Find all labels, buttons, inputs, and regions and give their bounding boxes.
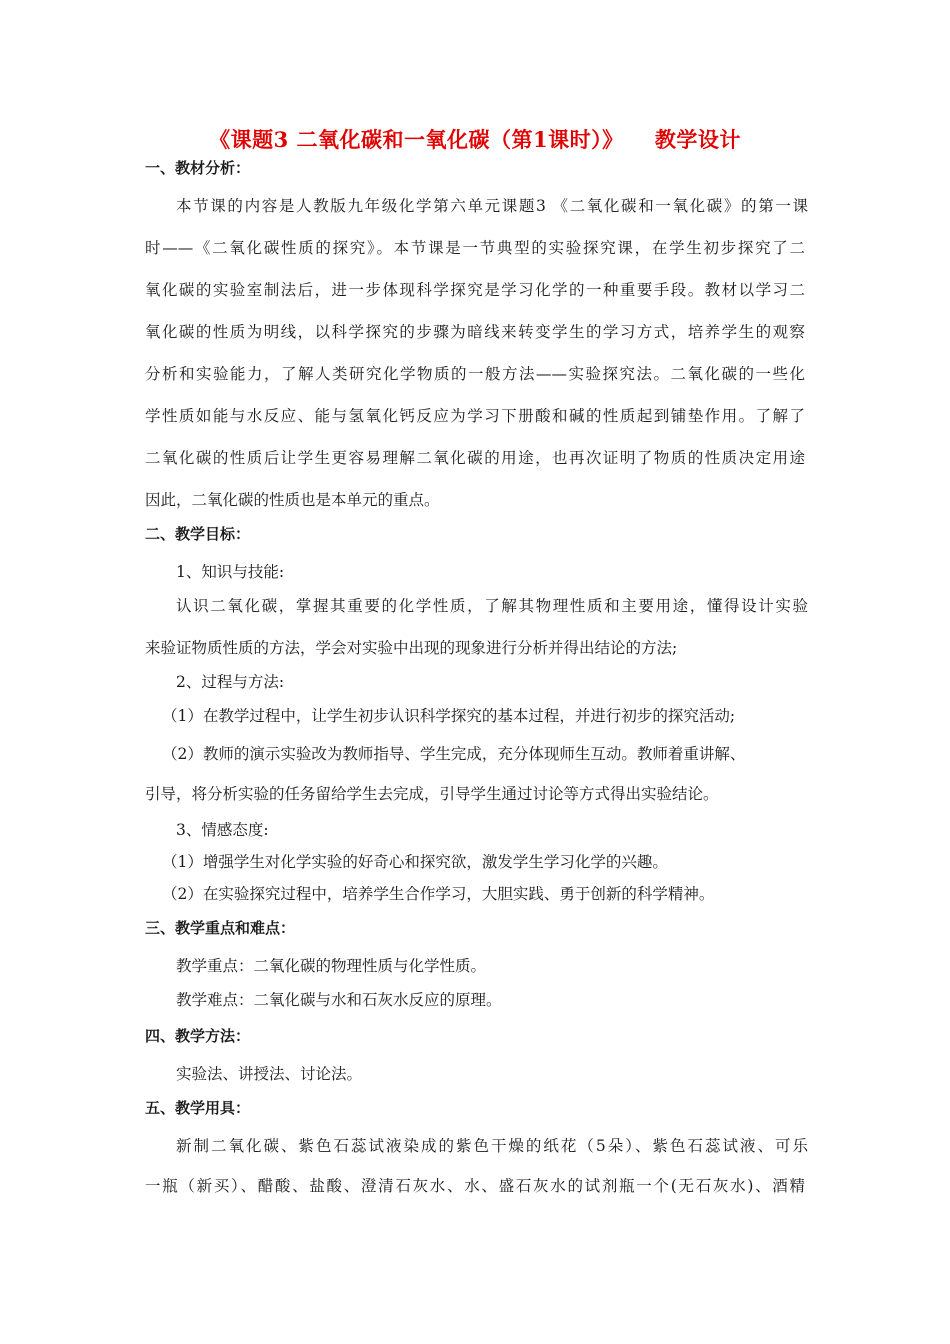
paragraph-line: 实验法、讲授法、讨论法。 [176,1065,363,1083]
paragraph-line: 新制二氧化碳、紫色石蕊试液染成的紫色干燥的纸花（5朵）、紫色石蕊试液、可乐 [176,1137,808,1155]
paragraph-line: 教学重点：二氧化碳的物理性质与化学性质。 [176,957,487,975]
section-heading-teaching-tools: 五、教学用具： [145,1099,251,1117]
paragraph-line: 因此，二氧化碳的性质也是本单元的重点。 [145,491,440,509]
section-heading-textbook-analysis: 一、教材分析： [145,159,251,177]
subheading-knowledge-skills: 1、知识与技能: [176,563,285,581]
paragraph-line: 时——《二氧化碳性质的探究》。本节课是一节典型的实验探究课，在学生初步探究了二 [145,239,805,257]
paragraph-line: 二氧化碳的性质后让学生更容易理解二氧化碳的用途，也再次证明了物质的性质决定用途 [145,449,805,467]
section-heading-key-points: 三、教学重点和难点： [145,919,296,937]
paragraph-line: 引导，将分析实验的任务留给学生去完成，引导学生通过讨论等方式得出实验结论。 [145,785,719,803]
paragraph-line: 氧化碳的实验室制法后，进一步体现科学探究是学习化学的一种重要手段。教材以学习二 [145,281,805,299]
paragraph-line: 一瓶（新买）、醋酸、盐酸、澄清石灰水、水、盛石灰水的试剂瓶一个(无石灰水)、酒精 [145,1177,805,1195]
paragraph-line: （1）在教学过程中，让学生初步认识科学探究的基本过程，并进行初步的探究活动; [162,707,736,725]
paragraph-line: 学性质如能与水反应、能与氢氧化钙反应为学习下册酸和碱的性质起到铺垫作用。了解了 [145,407,805,425]
subheading-emotion-attitude: 3、情感态度: [176,821,269,839]
paragraph-line: 教学难点：二氧化碳与水和石灰水反应的原理。 [176,991,502,1009]
paragraph-line: （1）增强学生对化学实验的好奇心和探究欲，激发学生学习化学的兴趣。 [162,853,668,871]
document-title: 《课题3 二氧化碳和一氧化碳（第1课时）》 教学设计 [209,127,741,152]
section-heading-teaching-methods: 四、教学方法： [145,1027,251,1045]
subheading-process-method: 2、过程与方法: [176,673,285,691]
paragraph-line: 来验证物质性质的方法，学会对实验中出现的现象进行分析并得出结论的方法; [145,639,678,657]
paragraph-line: 氧化碳的性质为明线，以科学探究的步骤为暗线来转变学生的学习方式，培养学生的观察 [145,323,805,341]
paragraph-line: 本节课的内容是人教版九年级化学第六单元课题3 《二氧化碳和一氧化碳》的第一课 [176,197,808,215]
paragraph-line: 分析和实验能力，了解人类研究化学物质的一般方法——实验探究法。二氧化碳的一些化 [145,365,805,383]
section-heading-teaching-goals: 二、教学目标： [145,525,251,543]
paragraph-line: 认识二氧化碳，掌握其重要的化学性质，了解其物理性质和主要用途，懂得设计实验 [176,597,808,615]
paragraph-line: （2）在实验探究过程中，培养学生合作学习，大胆实践、勇于创新的科学精神。 [162,885,715,903]
paragraph-line: （2）教师的演示实验改为教师指导、学生完成，充分体现师生互动。教师着重讲解、 [162,745,746,763]
